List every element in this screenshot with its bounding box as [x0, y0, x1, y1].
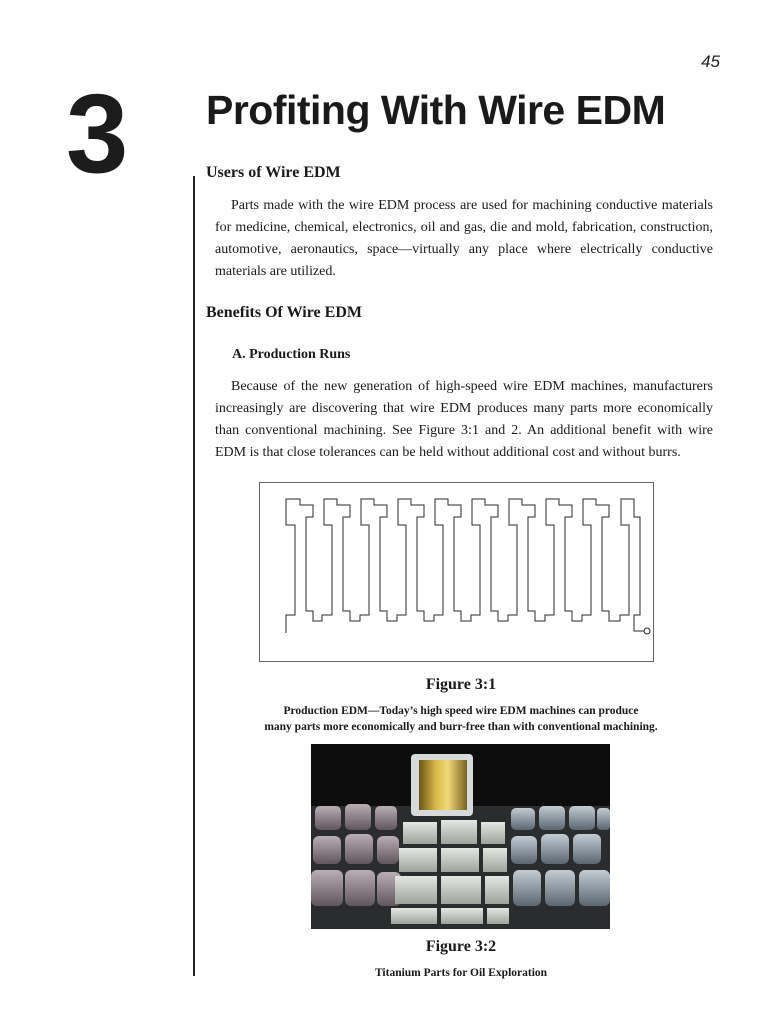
page-number: 45 — [701, 52, 720, 71]
figure-3-2-photo — [311, 744, 610, 929]
chapter-title: Profiting With Wire EDM — [206, 87, 666, 133]
figure-3-2-title: Figure 3:2 — [425, 938, 497, 955]
benefits-paragraph: Because of the new generation of high-speed wire EDM machines, manufacturers increasingly are discovering that wire EDM produces many parts more economically than conventional machining. See Figure 3:1 and 2. An additional benefit with wire EDM is that close tolerances can be held without additional cost and without burrs. — [215, 379, 713, 460]
chapter-number: 3 — [66, 71, 127, 196]
wire-cut-path — [286, 499, 644, 633]
figure-3-2-caption: Titanium Parts for Oil Exploration — [374, 967, 548, 979]
users-paragraph: Parts made with the wire EDM process are used for machining conductive materials for medicine, chemical, electronics, oil and gas, die and mold, fabrication, construction, automotive, aeronautics, space—virtually any place where electrically conductive materials are utilized. — [215, 198, 713, 279]
section-heading-benefits: Benefits Of Wire EDM — [206, 304, 362, 321]
wire-start-point — [644, 628, 650, 634]
margin-rule — [193, 176, 195, 976]
figure-3-1-diagram — [259, 482, 654, 662]
section-heading-users: Users of Wire EDM — [206, 164, 341, 181]
figure-3-1-caption-line2: many parts more economically and burr-free than with conventional machining. — [264, 721, 658, 733]
subheading-production-runs: A. Production Runs — [232, 347, 351, 362]
figure-3-1-title: Figure 3:1 — [425, 676, 497, 693]
figure-3-1-caption-line1: Production EDM—Today’s high speed wire EDM machines can produce — [283, 705, 639, 717]
